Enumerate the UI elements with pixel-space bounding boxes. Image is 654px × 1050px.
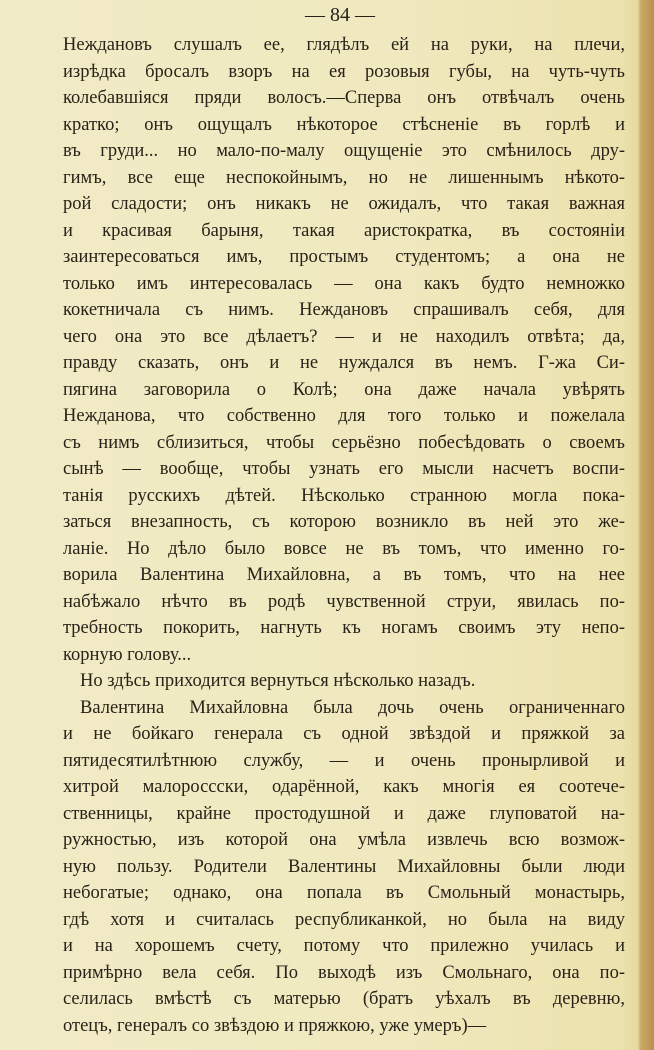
text-line: колебавшіяся пряди волосъ.—Сперва онъ отвѣчалъ очень [63,88,625,108]
text-line: пягина заговорила о Колѣ; она даже начала увѣрять [63,379,625,400]
page-number: — 84 — [305,4,375,26]
text-line: заться внезапность, съ которою возникло въ ней это же- [63,512,625,532]
text-line: кокетничала съ нимъ. Неждановъ спрашивалъ себя, для [63,300,625,320]
text-line: ружностью, изъ которой она умѣла извлечь всю возмож- [63,830,625,850]
text-line: чего она это все дѣлаетъ? — и не находилъ отвѣта; да, [63,326,625,347]
text-line: кратко; онъ ощущалъ нѣкоторое стѣсненіе въ горлѣ и [63,114,625,135]
text-line: танія русскихъ дѣтей. Нѣсколько странною могла пока- [63,485,625,506]
text-line: изрѣдка бросалъ взоръ на ея розовыя губы, на чуть-чуть [63,61,625,82]
text-line: и красивая барыня, такая аристократка, въ состояніи [63,220,625,241]
text-line: въ груди... но мало-по-малу ощущеніе это смѣнилось дру- [63,141,625,161]
text-line: гдѣ хотя и считалась республиканкой, но была на виду [63,909,625,930]
text-line: Неждановъ слушалъ ее, глядѣлъ ей на руки, на плечи, [63,35,625,55]
text-line: гимъ, все еще неспокойнымъ, но не лишеннымъ нѣкото- [63,167,625,188]
text-line: и на хорошемъ счету, потому что прилежно училась и [63,936,625,956]
text-line: хитрой малороссски, одарённой, какъ многія ея соотече- [63,777,625,797]
text-line: Валентина Михайловна была дочь очень ограниченнаго [80,697,625,718]
text-line: ственницы, крайне простодушной и даже глуповатой на- [63,803,625,824]
text-line: Нежданова, что собственно для того только и пожелала [63,406,625,426]
text-line: ворила Валентина Михайловна, а въ томъ, что на нее [63,565,625,585]
text-line: только имъ интересовалась — она какъ будто немножко [63,273,625,294]
text-line: сынѣ — вообще, чтобы узнать его мысли насчетъ воспи- [63,459,625,479]
text-line: отецъ, генералъ со звѣздою и пряжкою, уже умеръ)— [63,1015,487,1036]
text-line: Но здѣсь приходится вернуться нѣсколько назадъ. [80,671,476,691]
text-line: заинтересоваться имъ, простымъ студентомъ; а она не [63,247,625,267]
text-line: правду сказать, онъ и не нуждался въ немъ. Г-жа Си- [63,353,625,373]
text-line: съ нимъ сблизиться, чтобы серьёзно побесѣдовать о своемъ [63,432,625,453]
text-line: ную пользу. Родители Валентины Михайловны были люди [63,856,625,877]
text-line: пятидесятилѣтнюю службу, — и очень пронырливой и [63,750,625,771]
text-line: ланіе. Но дѣло было вовсе не въ томъ, что именно го- [63,538,625,559]
body-text [63,32,625,1039]
text-line: селилась вмѣстѣ съ матерью (братъ уѣхалъ въ деревню, [63,989,625,1009]
text-line: примѣрно вела себя. По выходѣ изъ Смольнаго, она по- [63,962,625,983]
text-line: требность покорить, нагнуть къ ногамъ своимъ эту непо- [63,618,625,638]
text-line: набѣжало нѣчто въ родѣ чувственной струи, явилась по- [63,591,625,612]
text-line: небогатые; однако, она попала въ Смольный монастырь, [63,883,625,903]
text-line: рой сладости; онъ никакъ не ожидалъ, что такая важная [63,194,625,214]
text-line: корную голову... [63,644,192,665]
text-line: и не бойкаго генерала съ одной звѣздой и пряжкой за [63,724,625,744]
